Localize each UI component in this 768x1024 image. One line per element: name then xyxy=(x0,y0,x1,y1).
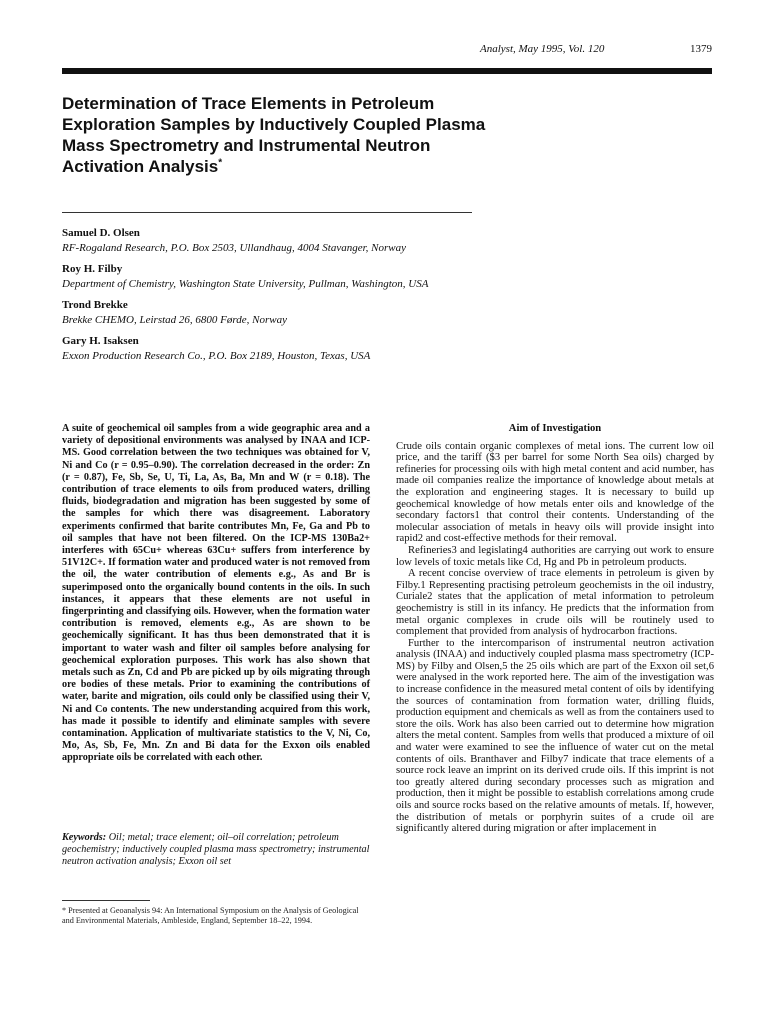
author-name: Samuel D. Olsen xyxy=(62,227,140,239)
header-rule xyxy=(62,68,712,74)
body-paragraph: Crude oils contain organic complexes of metal ions. The current low oil price, and the tariff ($3 per barrel for some North Sea oils) charged by refineries for processing oils with high metal content and acid number, has made oil companies realize the importance of knowledge about metals at the exploration and engineering stages. It is necessary to build up geochemical knowledge of how metals enter oils and knowledge of the secondary factors1 that control their contents. Understanding of the molecular association of metals in heavy oils will provide insight into rapid2 and cost-effective methods for their removal. xyxy=(396,440,714,545)
author-name: Roy H. Filby xyxy=(62,263,123,275)
body-paragraph: A recent concise overview of trace elements in petroleum is given by Filby.1 Representing practising petroleum geochemists in the oil industry, Curiale2 states that the application of metal information to petroleum geochemistry is still in its infancy. He predicts that the information from metal organic complexes in crude oils will be routinely used to complement that provided from analysis of hydrocarbon fractions. xyxy=(396,568,714,638)
body-column xyxy=(396,423,714,835)
author-name: Trond Brekke xyxy=(62,299,128,311)
author-entry xyxy=(62,334,482,364)
keywords xyxy=(62,832,370,869)
abstract: A suite of geochemical oil samples from a wide geographic area and a variety of depositional environments was analysed by INAA and ICP-MS. Good correlation between the two techniques was obtained for V, Ni and Co (r = 0.95–0.90). The correlation decreased in the order: Zn (r = 0.87), Fe, Sb, Se, U, Ti, La, As, Ba, Mn and W (r = 0.18). The contribution of trace elements to oils from produced waters, drilling fluids, biodegradation and migration has been suggested by some of the samples for which there was disagreement. Laboratory experiments confirmed that barite contributes Mn, Fe, Ga and Pb to oil samples that have not been filtered. On the ICP-MS 130Ba2+ interferes with 65Cu+ whereas 63Cu+ suffers from interference by 51V12C+. If formation water and produced water is not removed from the oil, the water contribution of elements e.g., As and Br is superimposed onto the organically bound contents in the oils. In such instances, it appears that these elements are not useful in fingerprinting and classifying oils. However, when the formation water contribution is removed, elements e.g., As are shown to be geochemically significant. It has thus been demonstrated that it is important to water wash and filter oil samples before analysing for geochemical exploration purposes. This work has also shown that metals such as Zn, Cd and Pb are picked up by oils migrating through ore bodies of these metals. Prior to examining the contributions of water, barite and migration, oils could only be classified using their V, Ni and Co contents. The new understanding acquired from this work, has made it possible to identify and eliminate samples with severe contamination. Application of multivariate statistics to the V, Ni, Co, Mo, As, Sb, Fe, Mn. Zn and Bi data for the Exxon oils enabled appropriate oils be correlated with each other. xyxy=(62,423,370,764)
article-title xyxy=(62,93,502,177)
page-number: 1379 xyxy=(690,43,712,55)
author-affiliation: RF-Rogaland Research, P.O. Box 2503, Ullandhaug, 4004 Stavanger, Norway xyxy=(62,242,407,254)
title-divider xyxy=(62,212,472,213)
keywords-label: Keywords: xyxy=(62,832,107,843)
section-heading: Aim of Investigation xyxy=(508,423,602,434)
author-list xyxy=(62,226,482,370)
author-name: Gary H. Isaksen xyxy=(62,335,139,347)
author-affiliation: Department of Chemistry, Washington State University, Pullman, Washington, USA xyxy=(62,278,429,290)
author-entry xyxy=(62,226,482,256)
footnote: * Presented at Geoanalysis 94: An International Symposium on the Analysis of Geological and Environmental Materials, Ambleside, England, September 18–22, 1994. xyxy=(62,906,359,925)
body-paragraph: Refineries3 and legislating4 authorities are carrying out work to ensure low levels of toxic metals like Cd, Hg and Pb in petroleum products. xyxy=(396,544,714,568)
footnote-rule xyxy=(62,900,150,901)
author-affiliation: Brekke CHEMO, Leirstad 26, 6800 Førde, Norway xyxy=(62,314,287,326)
title-footnote-mark: * xyxy=(218,157,223,169)
title-text: Determination of Trace Elements in Petroleum Exploration Samples by Inductively Coupled Plasma Mass Spectrometry and Instrumental Neutron Activation Analysis xyxy=(62,94,486,176)
keywords-text: Oil; metal; trace element; oil–oil correlation; petroleum geochemistry; inductively coupled plasma mass spectrometry; instrumental neutron activation analysis; Exxon oil set xyxy=(62,832,370,868)
author-entry xyxy=(62,298,482,328)
author-affiliation: Exxon Production Research Co., P.O. Box 2189, Houston, Texas, USA xyxy=(62,350,371,362)
journal-citation: Analyst, May 1995, Vol. 120 xyxy=(480,43,605,55)
running-head xyxy=(480,43,712,55)
body-paragraph: Further to the intercomparison of instrumental neutron activation analysis (INAA) and inductively coupled plasma mass spectrometry (ICP-MS) by Filby and Olsen,5 the 25 oils which are part of the Exxon oil set,6 were analysed in the work reported here. The aim of the investigation was to increase confidence in the measured metal content of oils by identifying the sources of contamination from formation water, drilling fluids, production equipment and chemicals as well as from the containers used to store the oils. Work has also been carried out to determine how migration alters the metal content. Samples from wells that produced a mixture of oil and water were examined to see the influence of water cut on the metal contents of oils. Branthaver and Filby7 indicate that trace elements of a source rock leave an imprint on its derived crude oils. If this imprint is not too greatly altered during secondary processes such as migration and production, then it might be possible to establish correlations among crude oils and source rocks based on the relative amounts of metals. If, however, the distribution of metals or porphyrin suites of a crude oil are significantly altered during migration or after implacement in xyxy=(396,637,715,835)
author-entry xyxy=(62,262,482,292)
